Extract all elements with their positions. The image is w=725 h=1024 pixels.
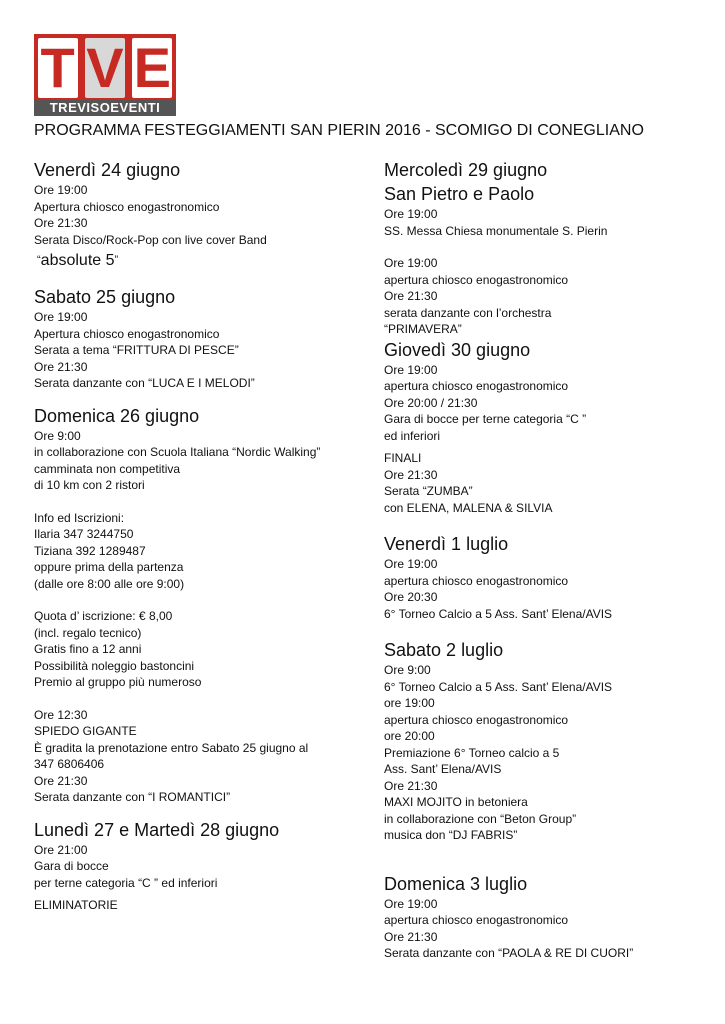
text-line: Ore 19:00 bbox=[384, 256, 438, 270]
text-line: Serata danzante con “I ROMANTICI” bbox=[34, 790, 231, 804]
text-line: in collaborazione con Scuola Italiana “Nordic Walking” bbox=[34, 445, 321, 459]
text-line: Ore 19:00 bbox=[384, 207, 438, 221]
text-line: Ore 19:00 bbox=[34, 183, 88, 197]
text-line: “PRIMAVERA” bbox=[384, 322, 462, 336]
page-title: PROGRAMMA FESTEGGIAMENTI SAN PIERIN 2016 - SCOMIGO DI CONEGLIANO bbox=[34, 122, 644, 139]
text-line: (dalle ore 8:00 alle ore 9:00) bbox=[34, 576, 185, 591]
text-line: Ore 21:30 bbox=[384, 778, 438, 793]
event-giovedi-30 bbox=[384, 338, 714, 517]
event-venerdi-24 bbox=[34, 158, 364, 273]
text-line: apertura chiosco enogastronomico bbox=[384, 272, 569, 287]
event-domenica-3 bbox=[384, 872, 714, 962]
text-line: 6° Torneo Calcio a 5 Ass. Sant’ Elena/AVIS bbox=[384, 606, 613, 621]
text-line: Ore 20:30 bbox=[384, 590, 438, 604]
text-line: in collaborazione con “Beton Group” bbox=[384, 811, 577, 826]
text-line: Quota d’ iscrizione: € 8,00 bbox=[34, 609, 173, 623]
logo-letter-t: T bbox=[38, 38, 78, 98]
logo-letter-e: E bbox=[133, 36, 171, 99]
text-line: Ore 21:30 bbox=[34, 359, 88, 374]
text-line: Ilaria 347 3244750 bbox=[34, 527, 134, 541]
text-line: Ore 19:00 bbox=[384, 362, 438, 377]
text-line: Apertura chiosco enogastronomico bbox=[34, 199, 220, 214]
text-line: con ELENA, MALENA & SILVIA bbox=[384, 500, 553, 515]
text-line: per terne categoria “C ” ed inferiori bbox=[34, 875, 218, 890]
day-heading: Venerdì 1 luglio bbox=[384, 534, 509, 554]
text-line: ore 19:00 bbox=[384, 696, 435, 710]
text-line: ELIMINATORIE bbox=[34, 898, 118, 912]
text-line: camminata non competitiva bbox=[34, 461, 181, 476]
text-line: Ore 21:30 bbox=[384, 929, 438, 944]
band-quote-open: “ bbox=[37, 254, 41, 266]
right-column bbox=[384, 158, 714, 962]
event-lunedi-27 bbox=[34, 818, 364, 914]
day-heading: Sabato 2 luglio bbox=[384, 640, 504, 660]
text-line: Tiziana 392 1289487 bbox=[34, 543, 146, 558]
text-line: Serata danzante con “PAOLA & RE DI CUORI” bbox=[384, 946, 634, 960]
text-line: Ore 20:00 / 21:30 bbox=[384, 395, 478, 410]
event-sabato-2 bbox=[384, 638, 714, 844]
text-line: Ore 21:30 bbox=[384, 289, 438, 303]
text-line: 6° Torneo Calcio a 5 Ass. Sant’ Elena/AVIS bbox=[384, 679, 613, 694]
text-line: Ore 21:30 bbox=[34, 216, 88, 230]
text-line: Ore 9:00 bbox=[34, 428, 81, 443]
day-heading: Domenica 26 giugno bbox=[34, 405, 200, 426]
text-line: Ore 21:30 bbox=[34, 773, 88, 788]
text-line: Ore 21:00 bbox=[34, 842, 88, 857]
text-line: Premiazione 6° Torneo calcio a 5 bbox=[384, 745, 560, 760]
text-line: Ass. Sant’ Elena/AVIS bbox=[384, 762, 502, 776]
text-line: Apertura chiosco enogastronomico bbox=[34, 326, 220, 341]
text-line: oppure prima della partenza bbox=[34, 560, 184, 574]
day-heading: Lunedì 27 e Martedì 28 giugno bbox=[34, 819, 280, 840]
text-line: MAXI MOJITO in betoniera bbox=[384, 795, 528, 809]
text-line: Serata “ZUMBA” bbox=[384, 484, 473, 498]
text-line: di 10 km con 2 ristori bbox=[34, 478, 145, 492]
logo-letter-v: V bbox=[86, 36, 124, 99]
event-venerdi-1 bbox=[384, 532, 714, 622]
tve-logo bbox=[34, 34, 176, 116]
event-domenica-26 bbox=[34, 404, 364, 806]
band-name bbox=[34, 248, 364, 273]
text-line: ed inferiori bbox=[384, 428, 441, 443]
text-line: Possibilità noleggio bastoncini bbox=[34, 658, 195, 673]
day-heading: Giovedì 30 giugno bbox=[384, 339, 531, 360]
text-line: apertura chiosco enogastronomico bbox=[384, 913, 569, 927]
left-column bbox=[34, 158, 364, 914]
day-heading: Sabato 25 giugno bbox=[34, 287, 176, 307]
text-line: Premio al gruppo più numeroso bbox=[34, 675, 202, 689]
text-line: FINALI bbox=[384, 451, 422, 465]
day-heading: Domenica 3 luglio bbox=[384, 873, 528, 894]
event-sabato-25 bbox=[34, 285, 364, 392]
text-line: Ore 19:00 bbox=[384, 557, 438, 571]
text-line: (incl. regalo tecnico) bbox=[34, 625, 142, 640]
text-line: Gara di bocce bbox=[34, 859, 109, 873]
text-line: apertura chiosco enogastronomico bbox=[384, 573, 569, 588]
day-subheading: San Pietro e Paolo bbox=[384, 184, 535, 204]
text-line: apertura chiosco enogastronomico bbox=[384, 712, 569, 727]
text-line: apertura chiosco enogastronomico bbox=[384, 379, 569, 393]
text-line: Gratis fino a 12 anni bbox=[34, 642, 142, 656]
text-line: Ore 19:00 bbox=[384, 896, 438, 911]
text-line: SPIEDO GIGANTE bbox=[34, 724, 137, 738]
logo-letters bbox=[34, 34, 176, 102]
text-line: È gradita la prenotazione entro Sabato 25 giugno al bbox=[34, 740, 309, 755]
text-line: Ore 12:30 bbox=[34, 707, 88, 722]
event-mercoledi-29 bbox=[384, 158, 714, 338]
text-line: Ore 21:30 bbox=[384, 467, 438, 482]
text-line: Gara di bocce per terne categoria “C ” bbox=[384, 412, 587, 426]
text-line: 347 6806406 bbox=[34, 757, 105, 771]
text-line: Ore 9:00 bbox=[384, 663, 431, 677]
band-name-text: absolute 5 bbox=[40, 252, 115, 269]
band-quote-close: ” bbox=[114, 254, 119, 266]
text-line: musica don “DJ FABRIS” bbox=[384, 828, 518, 842]
text-line: Serata danzante con “LUCA E I MELODI” bbox=[34, 376, 255, 390]
text-line: Ore 19:00 bbox=[34, 310, 88, 324]
text-line: ore 20:00 bbox=[384, 729, 435, 743]
text-line: serata danzante con l’orchestra bbox=[384, 305, 552, 320]
day-heading: Mercoledì 29 giugno bbox=[384, 160, 548, 180]
logo-strip: TREVISOEVENTI bbox=[34, 100, 176, 116]
text-line: Serata Disco/Rock-Pop con live cover Band bbox=[34, 232, 267, 247]
day-heading: Venerdì 24 giugno bbox=[34, 160, 181, 180]
text-line: SS. Messa Chiesa monumentale S. Pierin bbox=[384, 223, 608, 238]
text-line: Info ed Iscrizioni: bbox=[34, 510, 125, 525]
text-line: Serata a tema “FRITTURA DI PESCE” bbox=[34, 343, 239, 357]
